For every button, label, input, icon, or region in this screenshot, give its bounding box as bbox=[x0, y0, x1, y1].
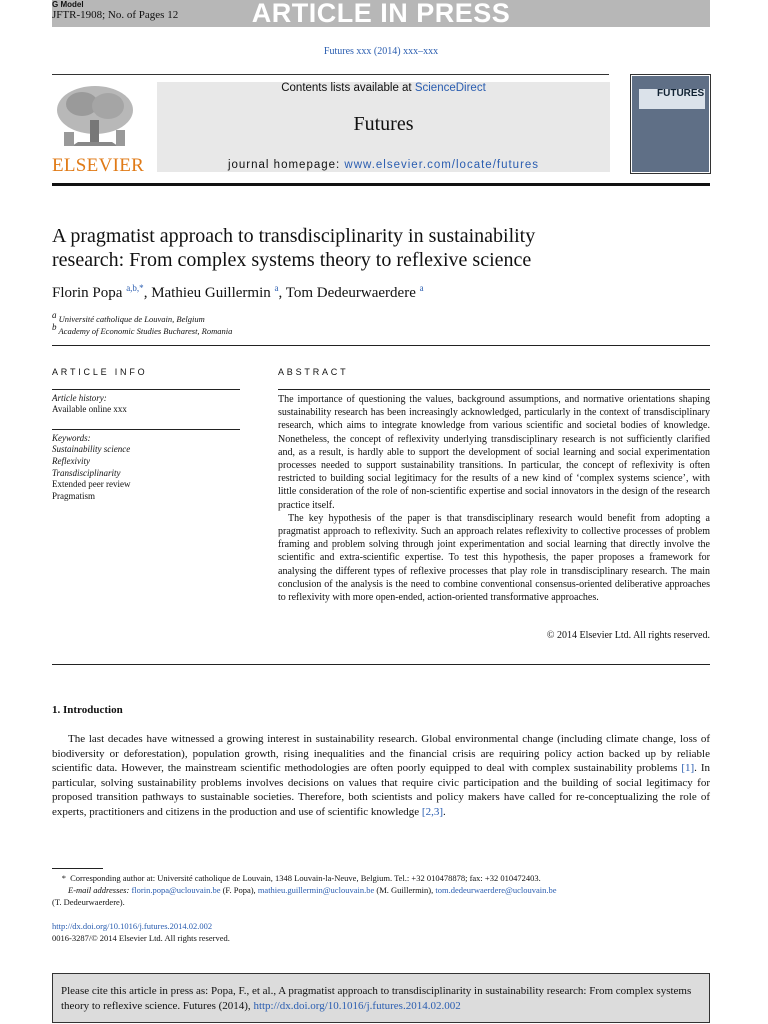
email-label: E-mail addresses: bbox=[68, 885, 130, 895]
cover-title: FUTURES bbox=[657, 88, 705, 99]
journal-cover[interactable] bbox=[630, 74, 711, 174]
affiliation bbox=[52, 322, 232, 336]
homepage-link[interactable]: www.elsevier.com/locate/futures bbox=[344, 159, 540, 171]
email-owner: (F. Popa), bbox=[220, 885, 258, 895]
corresponding-author: Corresponding author at: Université catholique de Louvain, 1348 Louvain-la-Neuve, Belgium. Tel.: +32 010478878; fax: +32 010472403. bbox=[70, 873, 541, 883]
abstract-body bbox=[278, 393, 710, 604]
email-owner: (T. Dedeurwaerdere). bbox=[52, 897, 125, 907]
author-list: Florin Popa $^{a,b,*}$, Mathieu Guillermin $^a$, Tom Dedeurwaerdere $^a$ bbox=[52, 283, 424, 301]
elsevier-tree-logo bbox=[52, 84, 138, 154]
article-info-heading: ARTICLE INFO bbox=[52, 367, 148, 377]
history-label: Article history: bbox=[52, 393, 107, 403]
header-rule-top bbox=[52, 74, 609, 75]
cite-sentence: Please cite this article in press as: Popa, F., et al., A pragmatist approach to transdisciplinarity in sustainability research: From complex systems theory to reflexive science. Futures (2014), bbox=[61, 985, 692, 1012]
intro-text: . In particular, solving sustainability problems involves decisions on values that require civic participation and the building of social legitimacy for proposed transition pathways to sustainable societies. Therefore, both scientists and policy makers have called for re-conceptualizing the role of experts, practitioners and citizens in the production and use of scientific knowledge bbox=[52, 762, 710, 818]
email-link[interactable]: tom.dedeurwaerdere@uclouvain.be bbox=[435, 885, 557, 895]
journal-name: Futures bbox=[353, 113, 414, 135]
divider bbox=[52, 429, 240, 430]
contents-line bbox=[157, 82, 610, 94]
keyword: Transdisciplinarity bbox=[52, 467, 121, 478]
keyword: Reflexivity bbox=[52, 455, 90, 466]
author-name: Florin Popa bbox=[52, 285, 123, 301]
intro-text: The last decades have witnessed a growing interest in sustainability research. Global environmental change (including climate change, loss of biodiversity or deforestation), population growth, rising inequalities and the financial crisis are requiring policy action backed up by reliable scientific data. However, the mainstream scientific methodologies are often poorly equipped to deal with complex sustainability problems bbox=[52, 733, 710, 774]
footnote-rule bbox=[52, 868, 103, 869]
title-line-2: research: From complex systems theory to reflexive science bbox=[52, 249, 532, 271]
keywords-label: Keywords: bbox=[52, 433, 91, 443]
contents-prefix: Contents lists available at bbox=[281, 82, 415, 94]
divider bbox=[52, 664, 710, 665]
article-title bbox=[52, 224, 692, 272]
author-name: Mathieu Guillermin bbox=[151, 285, 271, 301]
abstract-paragraph: The key hypothesis of the paper is that transdisciplinary research would benefit from adopting a pragmatist approach to reflexivity. Such an approach relates reflexivity to collective processes of problem framing and problem solving through joint experimentation and social learning that directly involve the scientific and extra-scientific expertise. To test this hypothesis, the paper proposes a framework for analysing the different types of reflexive processes that play role in transdisciplinary research. The main conclusion of the analysis is the need to combine conventional consensus-oriented deliberative approaches to reflexivity with more open-ended, action-oriented transformative approaches. bbox=[278, 512, 710, 604]
keyword: Pragmatism bbox=[52, 491, 95, 502]
homepage-prefix: journal homepage: bbox=[227, 159, 345, 171]
keyword: Sustainability science bbox=[52, 444, 131, 454]
section-heading: 1. Introduction bbox=[52, 704, 123, 716]
manuscript-ref: JFTR-1908; No. of Pages 12 bbox=[52, 9, 179, 21]
email-link[interactable]: mathieu.guillermin@uclouvain.be bbox=[257, 885, 375, 895]
doi-link[interactable]: http://dx.doi.org/10.1016/j.futures.2014.02.002 bbox=[52, 921, 213, 931]
affil-text: Université catholique de Louvain, Belgium bbox=[58, 313, 205, 324]
journal-homepage bbox=[157, 159, 610, 171]
g-model-label: G Model bbox=[52, 0, 84, 9]
author-affil-mark[interactable]: a,b,* bbox=[126, 283, 144, 293]
intro-text: . bbox=[443, 805, 446, 818]
article-status: ARTICLE IN PRESS bbox=[251, 0, 511, 28]
divider bbox=[52, 389, 240, 390]
author-affil-mark[interactable]: a bbox=[274, 283, 279, 293]
divider bbox=[278, 389, 710, 390]
cite-doi-link[interactable]: http://dx.doi.org/10.1016/j.futures.2014.02.002 bbox=[253, 1000, 461, 1012]
issn-line: 0016-3287/© 2014 Elsevier Ltd. All rights reserved. bbox=[52, 933, 230, 943]
journal-citation[interactable]: Futures xxx (2014) xxx–xxx bbox=[323, 46, 439, 57]
author-name: Tom Dedeurwaerdere bbox=[285, 285, 416, 301]
email-link[interactable]: florin.popa@uclouvain.be bbox=[131, 885, 221, 895]
history-value: Available online xxx bbox=[52, 404, 127, 414]
email-owner: (M. Guillermin), bbox=[374, 885, 436, 895]
sciencedirect-link[interactable]: ScienceDirect bbox=[414, 82, 486, 94]
affil-text: Academy of Economic Studies Bucharest, Romania bbox=[58, 325, 233, 336]
keywords-list bbox=[52, 444, 130, 503]
abstract-copyright: © 2014 Elsevier Ltd. All rights reserved. bbox=[546, 630, 710, 641]
cite-text bbox=[61, 984, 707, 1014]
abstract-paragraph: The importance of questioning the values, background assumptions, and normative orientations shaping sustainability research has been increasingly acknowledged, particularly in the context of transdisciplinary research, which aims to integrate knowledge from various scientific and societal bodies of knowledge. Nonetheless, the concept of reflexivity underlying transdisciplinary research is not sufficiently clarified and, as a result, is hardly able to support the development of social learning and social experimentation processes needed to support sustainability transitions. In particular, the concept of reflexivity is often restricted to building social legitimacy for the results of a new kind of ‘complex systems science’, with little consideration of the role of non-scientific expertise and social innovators in the design of the research practice itself. bbox=[278, 394, 710, 511]
keyword: Extended peer review bbox=[52, 479, 131, 490]
abstract-heading: ABSTRACT bbox=[278, 367, 349, 377]
reference-link[interactable]: [1] bbox=[681, 762, 695, 774]
intro-paragraph bbox=[52, 732, 710, 819]
header-rule-bottom bbox=[52, 183, 710, 186]
title-line-1: A pragmatist approach to transdisciplinarity in sustainability bbox=[52, 225, 536, 247]
affil-mark: a bbox=[52, 310, 57, 320]
reference-link[interactable]: [2,3] bbox=[421, 805, 443, 818]
elsevier-wordmark: ELSEVIER bbox=[52, 155, 145, 176]
author-affil-mark[interactable]: a bbox=[419, 283, 424, 293]
affil-mark: b bbox=[52, 322, 57, 332]
footnote bbox=[52, 872, 710, 908]
footnote-mark: * bbox=[61, 873, 66, 883]
divider bbox=[52, 345, 710, 346]
